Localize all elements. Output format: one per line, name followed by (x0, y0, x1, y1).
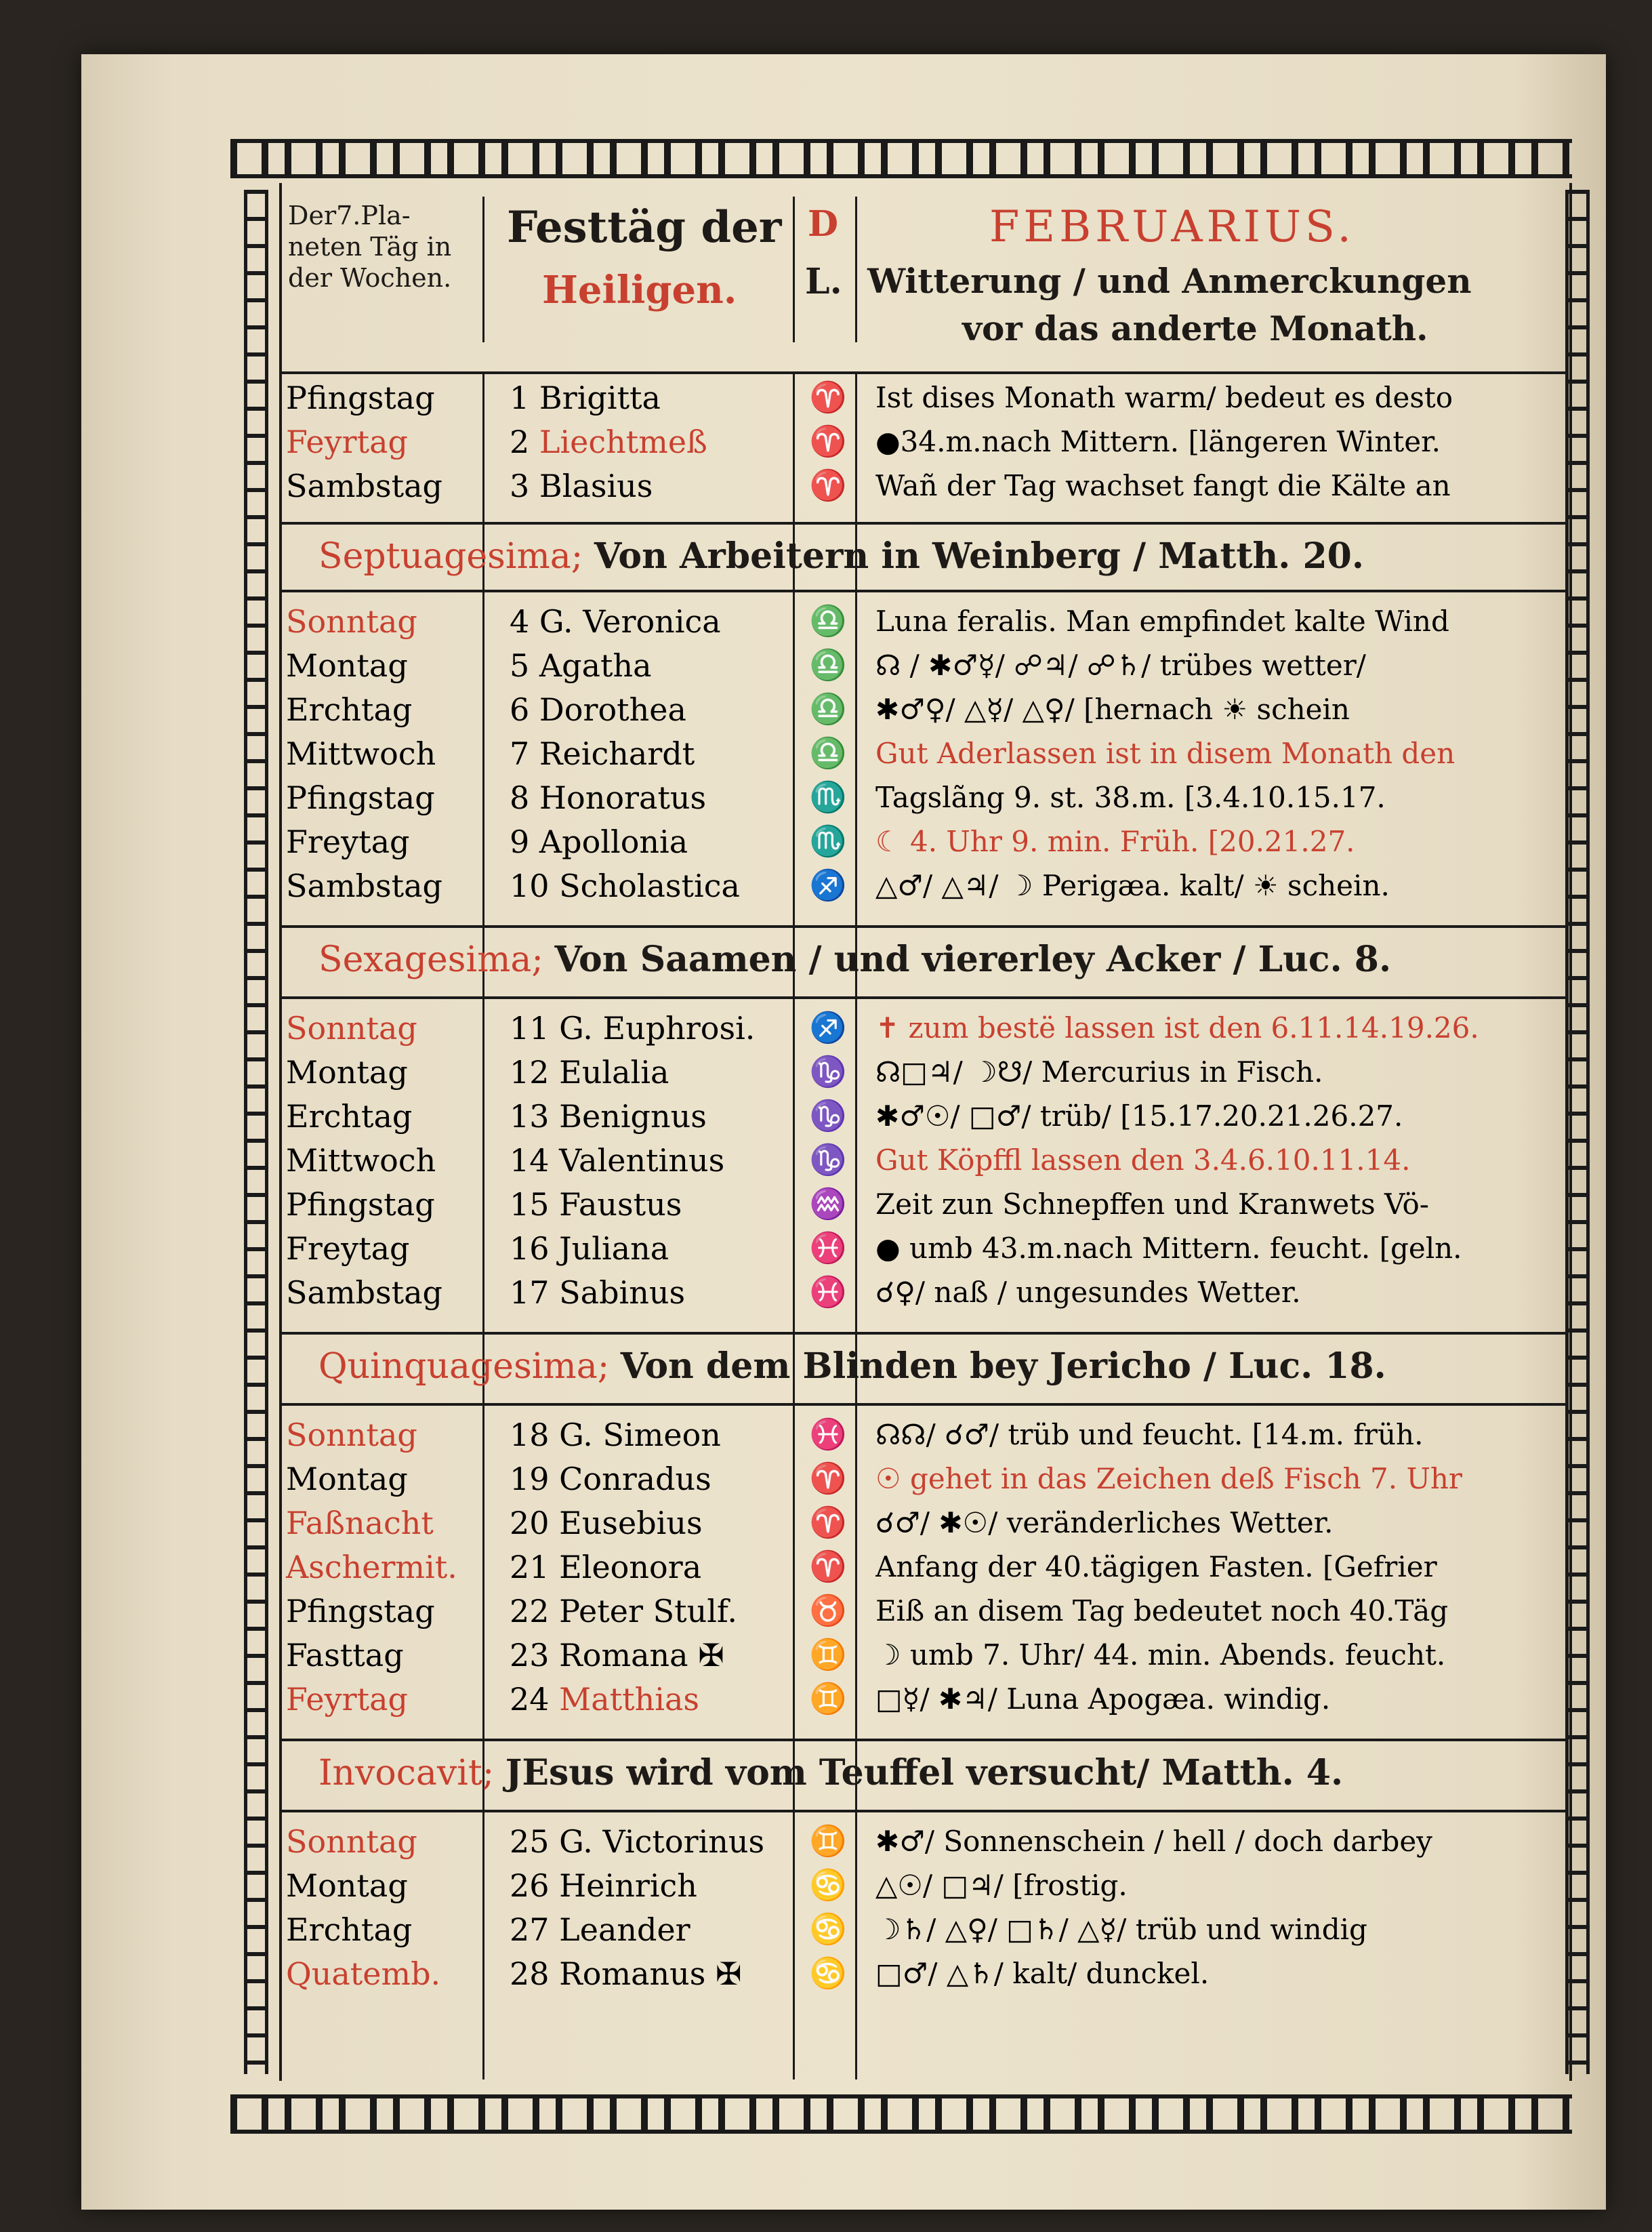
weather-note: △☉/ □♃/ [frostig. (875, 1869, 1128, 1902)
weekday: Feyrtag (286, 424, 408, 460)
day-row (279, 1589, 1567, 1633)
zodiac-sign-icon: ♋ (809, 1868, 847, 1903)
weather-note: ☊ / ✱♂☿/ ☍♃/ ☍♄/ trübes wetter/ (875, 649, 1366, 682)
zodiac-sign-icon: ♓ (809, 1231, 847, 1265)
saint-name: Scholastica (559, 868, 740, 904)
weather-note: ✱♂♀/ △☿/ △♀/ [hernach ☀ schein (875, 693, 1350, 726)
saint-name: Liechtmeß (539, 424, 707, 460)
zodiac-sign-icon: ♊ (809, 1682, 847, 1716)
day-number: 15 (510, 1186, 550, 1223)
weather-note: Zeit zun Schnepffen und Kranwets Vö- (875, 1188, 1429, 1221)
header-separator-2 (793, 197, 795, 342)
saint-name: Romanus ✠ (559, 1955, 742, 1992)
zodiac-sign-icon: ♈ (809, 468, 847, 503)
day-number: 26 (510, 1867, 550, 1904)
zodiac-sign-icon: ♑ (809, 1099, 847, 1133)
day-row (279, 820, 1567, 864)
zodiac-sign-icon: ♊ (809, 1824, 847, 1859)
gospel-reference: JEsus wird vom Teuffel versucht/ Matth. 4. (505, 1752, 1344, 1793)
section-title-invocavit (318, 1752, 1343, 1793)
weekday: Erchtag (286, 1098, 413, 1135)
zodiac-sign-icon: ♊ (809, 1638, 847, 1672)
zodiac-sign-icon: ♐ (809, 868, 847, 903)
weekday: Sonntag (286, 1417, 417, 1453)
section-divider (279, 996, 1567, 999)
saint-name: Faustus (559, 1186, 682, 1223)
day-row (279, 688, 1567, 731)
weekday: Pfingstag (286, 380, 435, 416)
day-number: 17 (510, 1274, 550, 1311)
saint-name: G. Simeon (559, 1417, 721, 1453)
weekday: Mittwoch (286, 1142, 436, 1179)
day-row (279, 1908, 1567, 1951)
weekday: Montag (286, 647, 408, 684)
saints-heading-red: Heiligen. (542, 268, 737, 312)
zodiac-sign-icon: ♓ (809, 1275, 847, 1310)
day-row (279, 1501, 1567, 1545)
zodiac-sign-icon: ♎ (809, 648, 847, 683)
day-number: 21 (510, 1549, 550, 1585)
zodiac-sign-icon: ♈ (809, 424, 847, 459)
weather-note: ●34.m.nach Mittern. [längeren Winter. (875, 425, 1441, 458)
section-title-septuagesima (318, 535, 1364, 577)
day-number: 11 (510, 1010, 550, 1047)
saint-name: Benignus (559, 1098, 707, 1135)
zodiac-sign-icon: ♈ (809, 1461, 847, 1496)
weather-note: ☊□♃/ ☽☋/ Mercurius in Fisch. (875, 1055, 1323, 1089)
weekday: Pfingstag (286, 1593, 435, 1629)
saint-name: Eusebius (559, 1505, 703, 1541)
saint-name: Juliana (559, 1230, 669, 1267)
day-number: 3 (510, 468, 530, 504)
day-row (279, 464, 1567, 508)
saint-name: Matthias (559, 1681, 700, 1718)
zodiac-sign-icon: ♑ (809, 1055, 847, 1089)
saint-name: Honoratus (539, 779, 707, 816)
zodiac-sign-icon: ♋ (809, 1912, 847, 1947)
saints-heading: Festtäg der (507, 202, 782, 253)
weekday: Pfingstag (286, 1186, 435, 1223)
day-row (279, 1051, 1567, 1094)
day-row (279, 732, 1567, 775)
weekday: Sambstag (286, 1274, 442, 1311)
zodiac-sign-icon: ♒ (809, 1187, 847, 1221)
weather-note: ☾ 4. Uhr 9. min. Früh. [20.21.27. (875, 825, 1355, 858)
left-border-ornament (244, 190, 268, 2074)
day-row (279, 776, 1567, 819)
gospel-reference: Von Arbeitern in Weinberg / Matth. 20. (594, 535, 1364, 577)
zodiac-sign-icon: ♐ (809, 1011, 847, 1045)
day-row (279, 600, 1567, 643)
zodiac-sign-icon: ♎ (809, 692, 847, 727)
weekday: Freytag (286, 1230, 410, 1267)
zodiac-sign-icon: ♎ (809, 604, 847, 638)
day-row (279, 1183, 1567, 1226)
day-row (279, 644, 1567, 687)
day-number: 16 (510, 1230, 550, 1267)
day-number: 27 (510, 1911, 550, 1948)
day-number: 25 (510, 1823, 550, 1860)
section-divider (279, 925, 1567, 928)
weather-note: □♂/ △♄/ kalt/ dunckel. (875, 1957, 1210, 1990)
day-number: 6 (510, 691, 530, 728)
weekday: Fasttag (286, 1637, 404, 1673)
weather-note: Gut Aderlassen ist in disem Monath den (875, 737, 1455, 770)
section-divider (279, 1739, 1567, 1741)
zodiac-sign-icon: ♏ (809, 824, 847, 859)
weather-note: Ist dises Monath warm/ bedeut es desto (875, 381, 1453, 414)
day-row (279, 1864, 1567, 1907)
zodiac-sign-icon: ♉ (809, 1594, 847, 1628)
day-row (279, 1545, 1567, 1589)
zodiac-sign-icon: ♈ (809, 380, 847, 415)
month-title: FEBRUARIUS. (989, 202, 1355, 252)
moon-sign-heading-l: L. (805, 261, 842, 302)
saint-name: Romana ✠ (559, 1637, 724, 1673)
planet-days-line-1: Der7.Pla- (288, 201, 411, 230)
weather-note: △♂/ △♃/ ☽ Perigæa. kalt/ ☀ schein. (875, 869, 1390, 902)
weather-note: ☌♀/ naß / ungesundes Wetter. (875, 1276, 1301, 1309)
section-title-sexagesima (318, 939, 1391, 980)
weather-note: ☉ gehet in das Zeichen deß Fisch 7. Uhr (875, 1462, 1462, 1495)
weekday: Sonntag (286, 603, 417, 640)
weekday: Pfingstag (286, 779, 435, 816)
weather-note: □☿/ ✱♃/ Luna Apogæa. windig. (875, 1682, 1331, 1716)
weather-note: Wañ der Tag wachset fangt die Kälte an (875, 469, 1451, 502)
header-separator-3 (855, 197, 857, 342)
day-number: 9 (510, 824, 530, 860)
saint-name: G. Veronica (539, 603, 721, 640)
weather-note: ☽ umb 7. Uhr/ 44. min. Abends. feucht. (875, 1638, 1446, 1671)
weekday: Erchtag (286, 1911, 413, 1948)
sunday-name: Invocavit; (318, 1753, 495, 1793)
weekday: Feyrtag (286, 1681, 408, 1718)
day-row (279, 1678, 1567, 1721)
weekday: Quatemb. (286, 1955, 441, 1992)
saint-name: G. Victorinus (559, 1823, 765, 1860)
weather-note: Eiß an disem Tag bedeutet noch 40.Täg (875, 1594, 1449, 1627)
weather-note: ✝ zum bestë lassen ist den 6.11.14.19.26. (875, 1011, 1479, 1044)
weekday: Freytag (286, 824, 410, 860)
saint-name: Peter Stulf. (559, 1593, 737, 1629)
day-row (279, 1634, 1567, 1677)
weekday: Sambstag (286, 868, 442, 904)
day-number: 12 (510, 1054, 550, 1091)
day-number: 10 (510, 868, 550, 904)
day-number: 22 (510, 1593, 550, 1629)
day-row (279, 1952, 1567, 1995)
planet-days-line-3: der Wochen. (288, 263, 452, 293)
weekday: Faßnacht (286, 1505, 434, 1541)
zodiac-sign-icon: ♎ (809, 736, 847, 771)
saint-name: Blasius (539, 468, 653, 504)
saint-name: Dorothea (539, 691, 686, 728)
day-number: 7 (510, 735, 530, 772)
day-number: 2 (510, 424, 530, 460)
month-subtitle-2: vor das anderte Monath. (962, 308, 1428, 348)
saint-name: Sabinus (559, 1274, 686, 1311)
day-number: 5 (510, 647, 530, 684)
weather-note: Anfang der 40.tägigen Fasten. [Gefrier (875, 1550, 1437, 1583)
weekday: Mittwoch (286, 735, 436, 772)
day-number: 18 (510, 1417, 550, 1453)
day-row (279, 1007, 1567, 1050)
day-number: 14 (510, 1142, 550, 1179)
day-number: 8 (510, 779, 530, 816)
sunday-name: Sexagesima; (318, 939, 543, 980)
weekday: Montag (286, 1461, 408, 1497)
weather-note: Luna feralis. Man empfindet kalte Wind (875, 605, 1449, 638)
weekday: Sambstag (286, 468, 442, 504)
zodiac-sign-icon: ♈ (809, 1505, 847, 1540)
day-number: 28 (510, 1955, 550, 1992)
zodiac-sign-icon: ♓ (809, 1417, 847, 1452)
day-number: 24 (510, 1681, 550, 1718)
day-row (279, 1139, 1567, 1182)
weekday: Montag (286, 1867, 408, 1904)
weather-note: ✱♂☉/ □♂/ trüb/ [15.17.20.21.26.27. (875, 1099, 1403, 1133)
day-row (279, 1095, 1567, 1138)
day-row (279, 1413, 1567, 1457)
saint-name: G. Euphrosi. (559, 1010, 756, 1047)
day-number: 13 (510, 1098, 550, 1135)
weather-note: ✱♂/ Sonnenschein / hell / doch darbey (875, 1825, 1432, 1858)
saint-name: Eleonora (559, 1549, 702, 1585)
weather-note: Tagslãng 9. st. 38.m. [3.4.10.15.17. (875, 781, 1386, 814)
section-divider (279, 1810, 1567, 1812)
moon-sign-heading: D (808, 203, 839, 245)
day-row (279, 1271, 1567, 1314)
saint-name: Brigitta (539, 380, 661, 416)
day-number: 4 (510, 603, 530, 640)
section-divider (279, 522, 1567, 525)
day-number: 20 (510, 1505, 550, 1541)
month-subtitle-1: Witterung / und Anmerckungen (867, 261, 1472, 301)
saint-name: Valentinus (559, 1142, 725, 1179)
day-number: 1 (510, 380, 530, 416)
weekday: Aschermit. (286, 1549, 457, 1585)
saint-name: Apollonia (539, 824, 688, 860)
section-divider (279, 590, 1567, 592)
weekday: Sonntag (286, 1010, 417, 1047)
saint-name: Reichardt (539, 735, 695, 772)
planet-days-line-2: neten Täg in (288, 232, 452, 262)
day-row (279, 1457, 1567, 1501)
bottom-border-ornament (230, 2094, 1572, 2134)
zodiac-sign-icon: ♈ (809, 1549, 847, 1584)
day-row (279, 376, 1567, 420)
saint-name: Eulalia (559, 1054, 669, 1091)
weather-note: ☊☊/ ☌♂/ trüb und feucht. [14.m. früh. (875, 1418, 1424, 1451)
day-row (279, 420, 1567, 464)
weekday: Erchtag (286, 691, 413, 728)
section-title-quinquagesima (318, 1345, 1386, 1387)
header-separator-1 (482, 197, 484, 342)
sunday-name: Septuagesima; (318, 536, 583, 577)
planet-days-heading (288, 200, 451, 293)
zodiac-sign-icon: ♑ (809, 1143, 847, 1177)
day-row (279, 864, 1567, 908)
top-border-ornament (230, 139, 1572, 178)
weekday: Montag (286, 1054, 408, 1091)
saint-name: Agatha (539, 647, 652, 684)
day-number: 23 (510, 1637, 550, 1673)
zodiac-sign-icon: ♏ (809, 780, 847, 815)
weather-note: ☽♄/ △♀/ □♄/ △☿/ trüb und windig (875, 1913, 1367, 1946)
saint-name: Conradus (559, 1461, 711, 1497)
weather-note: ☌♂/ ✱☉/ veränderliches Wetter. (875, 1506, 1334, 1539)
day-row (279, 1227, 1567, 1270)
day-number: 19 (510, 1461, 550, 1497)
section-divider (279, 1332, 1567, 1335)
weekday: Sonntag (286, 1823, 417, 1860)
gospel-reference: Von Saamen / und viererley Acker / Luc. 8. (554, 939, 1392, 980)
weather-note: Gut Köpffl lassen den 3.4.6.10.11.14. (875, 1143, 1411, 1177)
weather-note: ● umb 43.m.nach Mittern. feucht. [geln. (875, 1232, 1462, 1265)
sunday-name: Quinquagesima; (318, 1346, 610, 1387)
section-divider (279, 1403, 1567, 1406)
saint-name: Leander (559, 1911, 690, 1948)
day-row (279, 1820, 1567, 1863)
zodiac-sign-icon: ♋ (809, 1956, 847, 1991)
gospel-reference: Von dem Blinden bey Jericho / Luc. 18. (620, 1345, 1386, 1387)
saint-name: Heinrich (559, 1867, 697, 1904)
